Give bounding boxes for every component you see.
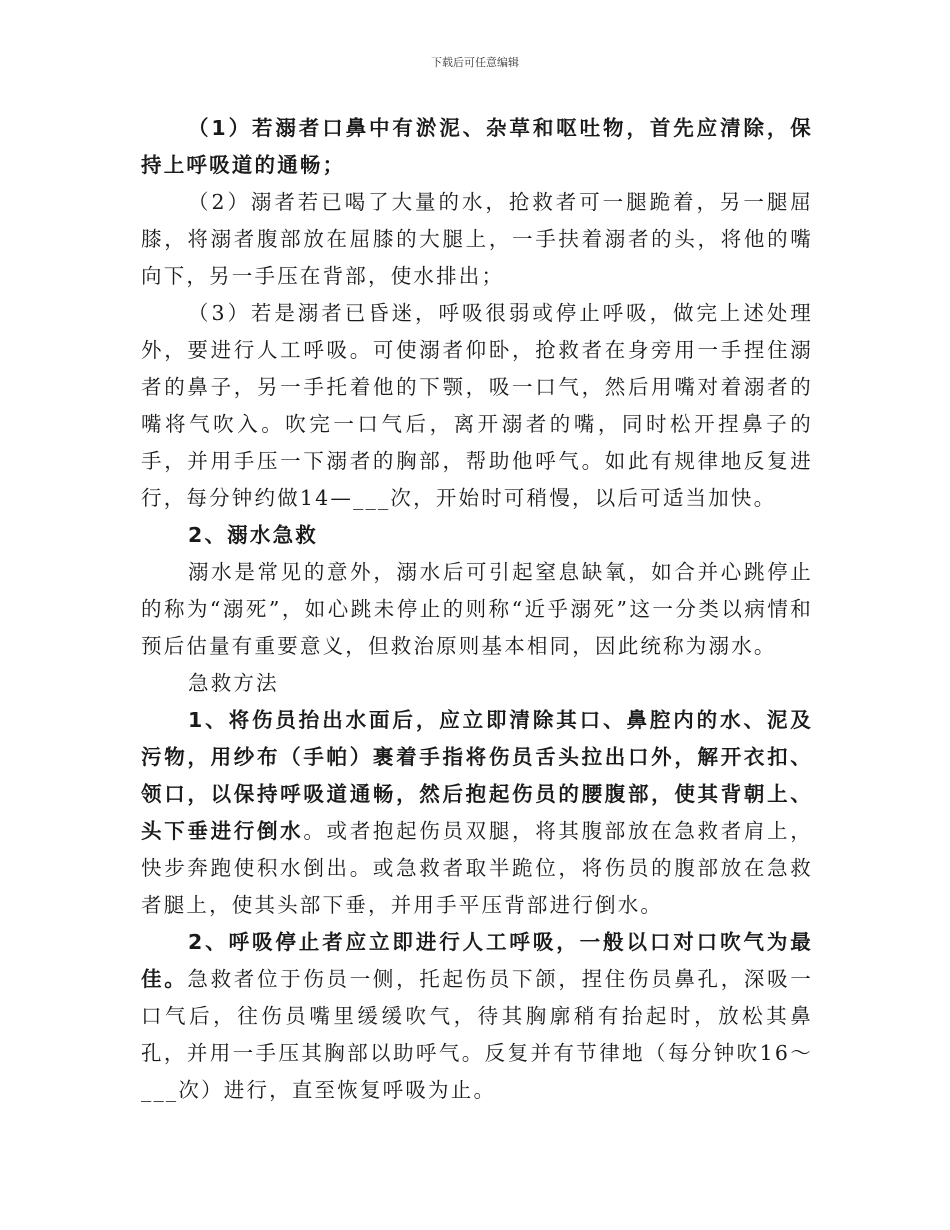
paragraph-4: 溺水是常见的意外，溺水后可引起窒息缺氧，如合并心跳停止的称为“溺死”，如心跳未停止的则称“近乎溺死”这一分类以病情和预后估量有重要意义，但救治原则基本相同，因此统称为溺水。	[141, 560, 813, 658]
page-header: 下载后可任意编辑	[431, 56, 519, 69]
method-2	[141, 924, 813, 1109]
paragraph-2: （2）溺者若已喝了大量的水，抢救者可一腿跪着，另一腿屈膝，将溺者腹部放在屈膝的大腿上，一手扶着溺者的头，将他的嘴向下，另一手压在背部，使水排出；	[141, 190, 813, 288]
paragraph-1: （1）若溺者口鼻中有淤泥、杂草和呕吐物，首先应清除，保持上呼吸道的通畅；	[141, 116, 813, 177]
method-2-bold: 2、呼吸停止者应立即进行人工呼吸，一般以口对口吹气为最佳。	[141, 930, 813, 991]
method-1-bold: 1、将伤员抬出水面后，应立即清除其口、鼻腔内的水、泥及污物，用纱布（手帕）裹着手指将伤员舌头拉出口外，解开衣扣、领口，以保持呼吸道通畅，然后抱起伤员的腰腹部，使其背朝上、头下垂进行倒水	[141, 708, 813, 843]
paragraph-3: （3）若是溺者已昏迷，呼吸很弱或停止呼吸，做完上述处理外，要进行人工呼吸。可使溺者仰卧，抢救者在身旁用一手捏住溺者的鼻子，另一手托着他的下颚，吸一口气，然后用嘴对着溺者的嘴将气吹入。吹完一口气后，离开溺者的嘴，同时松开捏鼻子的手，并用手压一下溺者的胸部，帮助他呼气。如此有规律地反复进行，每分钟约做14—___次，开始时可稍慢，以后可适当加快。	[141, 301, 813, 510]
method-2-rest: 急救者位于伤员一侧，托起伤员下颌，捏住伤员鼻孔，深吸一口气后，往伤员嘴里缓缓吹气，待其胸廓稍有抬起时，放松其鼻孔，并用一手压其胸部以助呼气。反复并有节律地（每分钟吹16～___次）进行，直至恢复呼吸为止。	[141, 967, 813, 1102]
method-title: 急救方法	[188, 671, 279, 695]
method-1-rest: 。或者抱起伤员双腿，将其腹部放在急救者肩上，快步奔跑使积水倒出。或急救者取半跪位，将伤员的腹部放在急救者腿上，使其头部下垂，并用手平压背部进行倒水。	[141, 819, 813, 917]
document-body	[141, 110, 813, 1109]
section-heading-drowning-first-aid: 2、溺水急救	[188, 523, 318, 547]
method-1	[141, 702, 813, 924]
